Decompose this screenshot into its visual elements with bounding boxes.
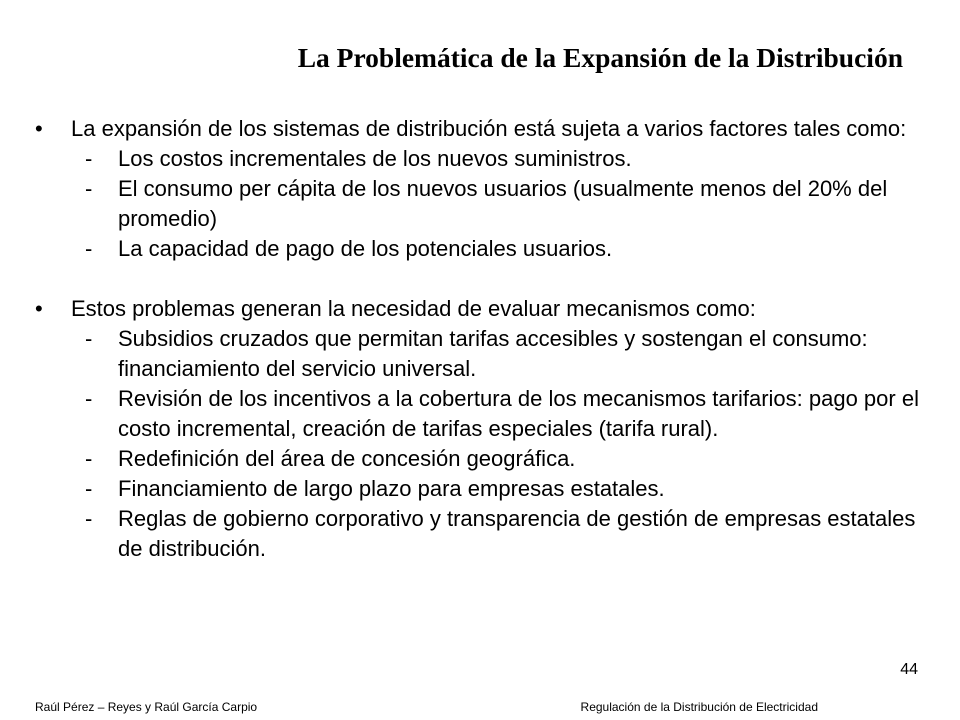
sub-item [71,444,925,474]
bullet-item-1 [35,114,925,264]
footer-course-title: Regulación de la Distribución de Electricidad [580,700,818,714]
dash-marker: - [85,236,93,261]
sub-item-text: Los costos incrementales de los nuevos suministros. [118,146,632,171]
bullet-marker: • [35,296,43,321]
bullet-item-2 [35,294,925,564]
sub-item-text: La capacidad de pago de los potenciales usuarios. [118,236,613,261]
sub-item-text: Reglas de gobierno corporativo y transparencia de gestión de empresas estatales de distribución. [118,506,916,561]
sub-item-text: Redefinición del área de concesión geográfica. [118,446,576,471]
sub-item [71,384,925,444]
sub-item-text: Revisión de los incentivos a la cobertura de los mecanismos tarifarios: pago por el costo incremental, creación de tarifas especiales (tarifa rural). [118,386,919,441]
sub-item-text: Subsidios cruzados que permitan tarifas accesibles y sostengan el consumo: financiamiento del servicio universal. [118,326,868,381]
sub-item [71,324,925,384]
bullet-text: Estos problemas generan la necesidad de evaluar mecanismos como: [71,296,756,321]
sub-item [71,234,925,264]
sub-item [71,174,925,234]
sub-list [71,324,925,564]
dash-marker: - [85,326,93,351]
sub-item [71,474,925,504]
dash-marker: - [85,176,93,201]
dash-marker: - [85,476,93,501]
sub-item-text: El consumo per cápita de los nuevos usuarios (usualmente menos del 20% del promedio) [118,176,888,231]
sub-item [71,504,925,564]
dash-marker: - [85,386,93,411]
sub-item [71,144,925,174]
page-number: 44 [900,661,918,678]
sub-item-text: Financiamiento de largo plazo para empresas estatales. [118,476,665,501]
footer-authors: Raúl Pérez – Reyes y Raúl García Carpio [35,700,258,714]
dash-marker: - [85,506,93,531]
sub-list [71,144,925,264]
bullet-marker: • [35,116,43,141]
dash-marker: - [85,146,93,171]
slide-title: La Problemática de la Expansión de la Distribución [297,42,903,73]
slide-content [35,114,925,564]
dash-marker: - [85,446,93,471]
bullet-text: La expansión de los sistemas de distribución está sujeta a varios factores tales como: [71,116,907,141]
